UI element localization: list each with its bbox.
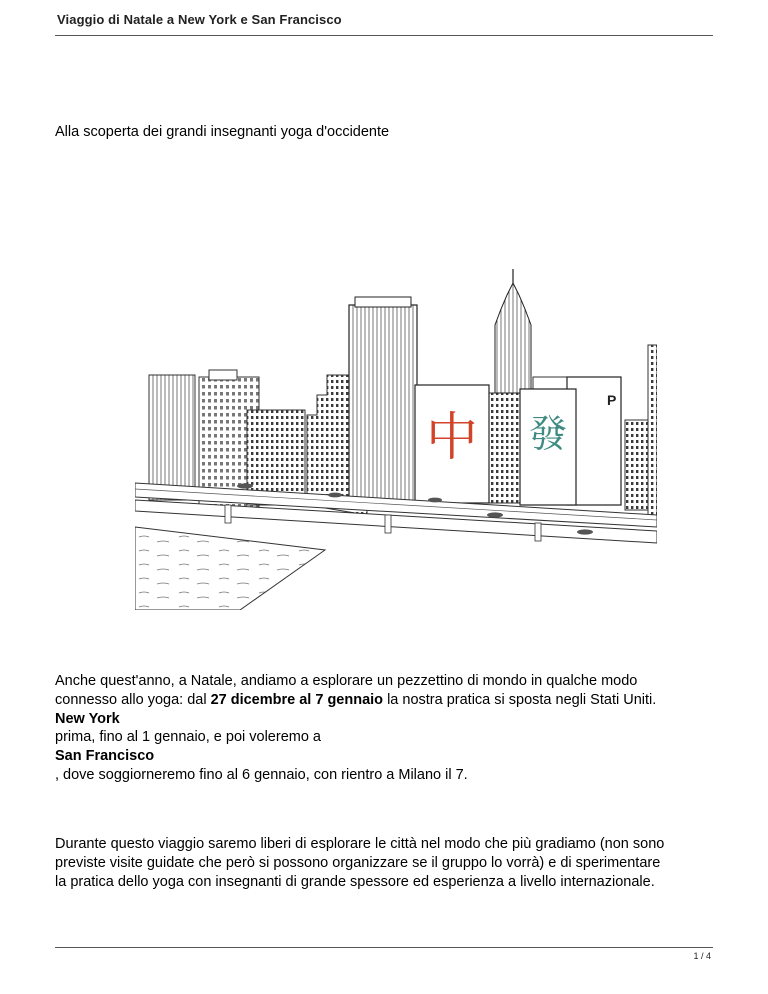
building xyxy=(149,375,195,500)
car xyxy=(428,498,442,503)
page-number: 1 / 4 xyxy=(693,951,711,961)
header-divider xyxy=(55,35,713,36)
tile-glyph-p: P xyxy=(607,392,617,408)
skyline-illustration xyxy=(135,265,657,610)
text-line: connesso allo yoga: dal 27 dicembre al 7 gennaio la nostra pratica si sposta negli Stati Uniti. xyxy=(55,691,657,708)
page-header-title: Viaggio di Natale a New York e San Francisco xyxy=(57,12,342,27)
text-line: la pratica dello yoga con insegnanti di grande spessore ed esperienza a livello internazionale. xyxy=(55,873,655,890)
car xyxy=(487,512,503,517)
text-line: Durante questo viaggio saremo liberi di esplorare le città nel modo che più gradiamo (non sono xyxy=(55,836,665,852)
text-line: prima, fino al 1 gennaio, e poi voleremo a xyxy=(55,729,321,746)
car xyxy=(328,493,342,498)
building xyxy=(355,297,411,307)
car xyxy=(577,529,593,534)
building xyxy=(648,345,657,515)
river xyxy=(135,527,325,610)
text-line: , dove soggiorneremo fino al 6 gennaio, con rientro a Milano il 7. xyxy=(55,766,468,783)
building xyxy=(625,420,649,510)
tile-glyph-green: 發 xyxy=(528,412,568,456)
dates-highlight: 27 dicembre al 7 gennaio xyxy=(210,691,384,708)
building xyxy=(349,305,417,505)
car xyxy=(237,483,253,488)
paragraph-description xyxy=(55,835,720,891)
tile-glyph-red: 中 xyxy=(425,408,479,468)
building xyxy=(495,283,531,393)
city-san-francisco: San Francisco xyxy=(55,748,155,765)
article-subtitle: Alla scoperta dei grandi insegnanti yoga d'occidente xyxy=(55,124,390,140)
paragraph-intro xyxy=(55,672,720,785)
text-line: Anche quest'anno, a Natale, andiamo a esplorare un pezzettino di mondo in qualche modo xyxy=(55,673,638,689)
building xyxy=(209,370,237,380)
footer-divider xyxy=(55,947,713,948)
text-line: previste visite guidate che però si possono organizzare se il gruppo lo vorrà) e di sperimentare xyxy=(55,854,661,871)
city-new-york: New York xyxy=(55,710,120,727)
